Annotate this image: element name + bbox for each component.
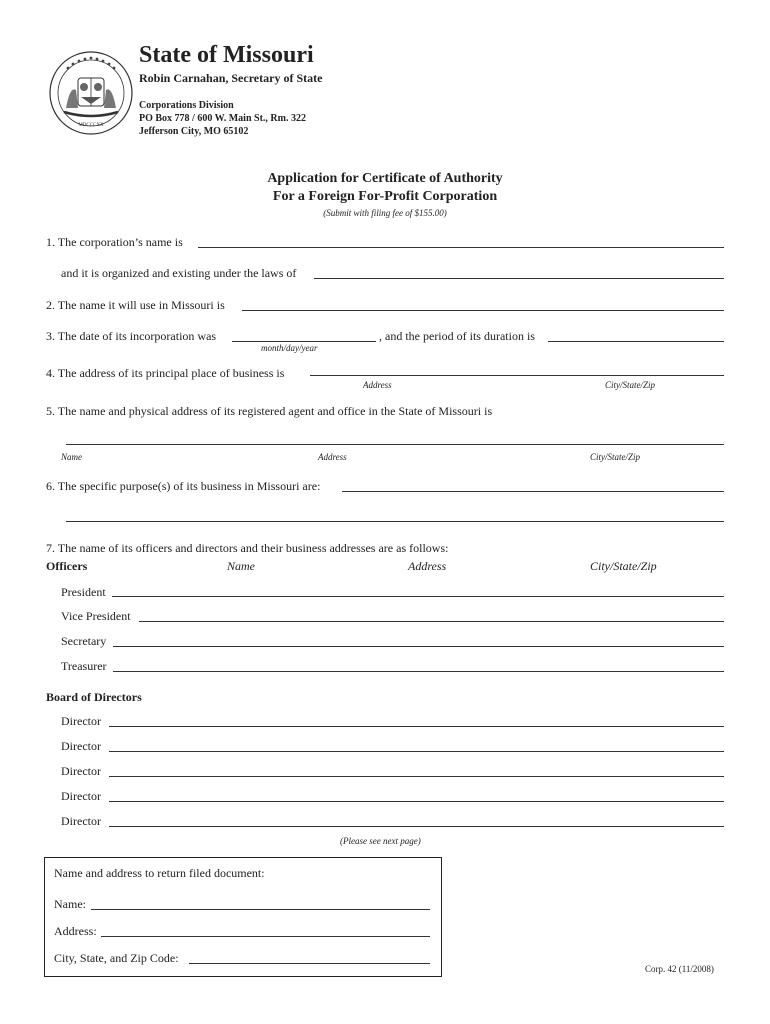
director-1-field[interactable] [109,712,724,727]
return-box-heading: Name and address to return filed document: [54,866,265,880]
secretary-name: Robin Carnahan, Secretary of State [139,71,323,85]
seal-year: MDCCCXX [78,123,104,128]
secretary-label: Secretary [61,634,107,648]
return-name-label: Name: [54,897,86,911]
return-address-field[interactable] [101,922,430,937]
officers-city-column: City/State/Zip [590,559,657,573]
missouri-name-field[interactable] [242,296,724,311]
board-heading: Board of Directors [46,690,142,704]
principal-address-field[interactable] [310,361,724,376]
q4-address-caption: Address [363,380,392,390]
q4-city-caption: City/State/Zip [605,380,656,390]
return-address-label: Address: [54,924,97,938]
director-3-field[interactable] [109,762,724,777]
vice-president-label: Vice President [61,609,131,623]
page-title: State of Missouri [139,42,314,68]
form-title-line-1: Application for Certificate of Authority [267,171,503,186]
question-4-label: 4. The address of its principal place of business is [46,366,285,380]
question-6-label: 6. The specific purpose(s) of its business in Missouri are: [46,479,321,493]
director-3-label: Director [61,764,101,778]
registered-agent-field[interactable] [66,430,724,445]
q5-city-caption: City/State/Zip [590,452,641,462]
state-seal [48,50,134,136]
form-number: Corp. 42 (11/2008) [645,964,714,974]
director-2-field[interactable] [109,737,724,752]
q5-address-caption: Address [318,452,347,462]
question-1-label: 1. The corporation’s name is [46,235,183,249]
business-purpose-field-1[interactable] [342,477,724,492]
question-7-label: 7. The name of its officers and directors and their business addresses are as follows: [46,541,449,555]
division-name: Corporations Division [139,100,234,111]
treasurer-label: Treasurer [61,659,107,673]
return-city-field[interactable] [189,949,430,964]
director-2-label: Director [61,739,101,753]
officers-name-column: Name [227,559,255,573]
officers-address-column: Address [408,559,447,573]
director-5-field[interactable] [109,812,724,827]
incorporation-date-field[interactable] [232,327,376,342]
president-label: President [61,585,106,599]
director-5-label: Director [61,814,101,828]
president-field[interactable] [112,582,724,597]
q5-name-caption: Name [61,452,82,462]
next-page-note: (Please see next page) [340,836,421,846]
address-line-1: PO Box 778 / 600 W. Main St., Rm. 322 [139,113,306,124]
treasurer-field[interactable] [113,657,724,672]
return-city-label: City, State, and Zip Code: [54,951,179,965]
vice-president-field[interactable] [139,607,724,622]
fee-note: (Submit with filing fee of $155.00) [323,208,447,218]
question-5-label: 5. The name and physical address of its registered agent and office in the State of Missouri is [46,404,493,418]
date-format-caption: month/day/year [261,343,318,353]
corporation-name-field[interactable] [198,233,724,248]
director-1-label: Director [61,714,101,728]
business-purpose-field-2[interactable] [66,507,724,522]
address-line-2: Jefferson City, MO 65102 [139,126,249,137]
question-1b-label: and it is organized and existing under the laws of [61,266,297,280]
director-4-label: Director [61,789,101,803]
question-3-label: 3. The date of its incorporation was [46,329,217,343]
question-3-duration-label: , and the period of its duration is [379,329,535,343]
laws-of-field[interactable] [314,264,724,279]
question-2-label: 2. The name it will use in Missouri is [46,298,225,312]
duration-field[interactable] [548,327,724,342]
director-4-field[interactable] [109,787,724,802]
secretary-field[interactable] [113,632,724,647]
officers-heading: Officers [46,559,88,573]
form-title-line-2: For a Foreign For-Profit Corporation [272,189,498,204]
return-name-field[interactable] [91,895,430,910]
